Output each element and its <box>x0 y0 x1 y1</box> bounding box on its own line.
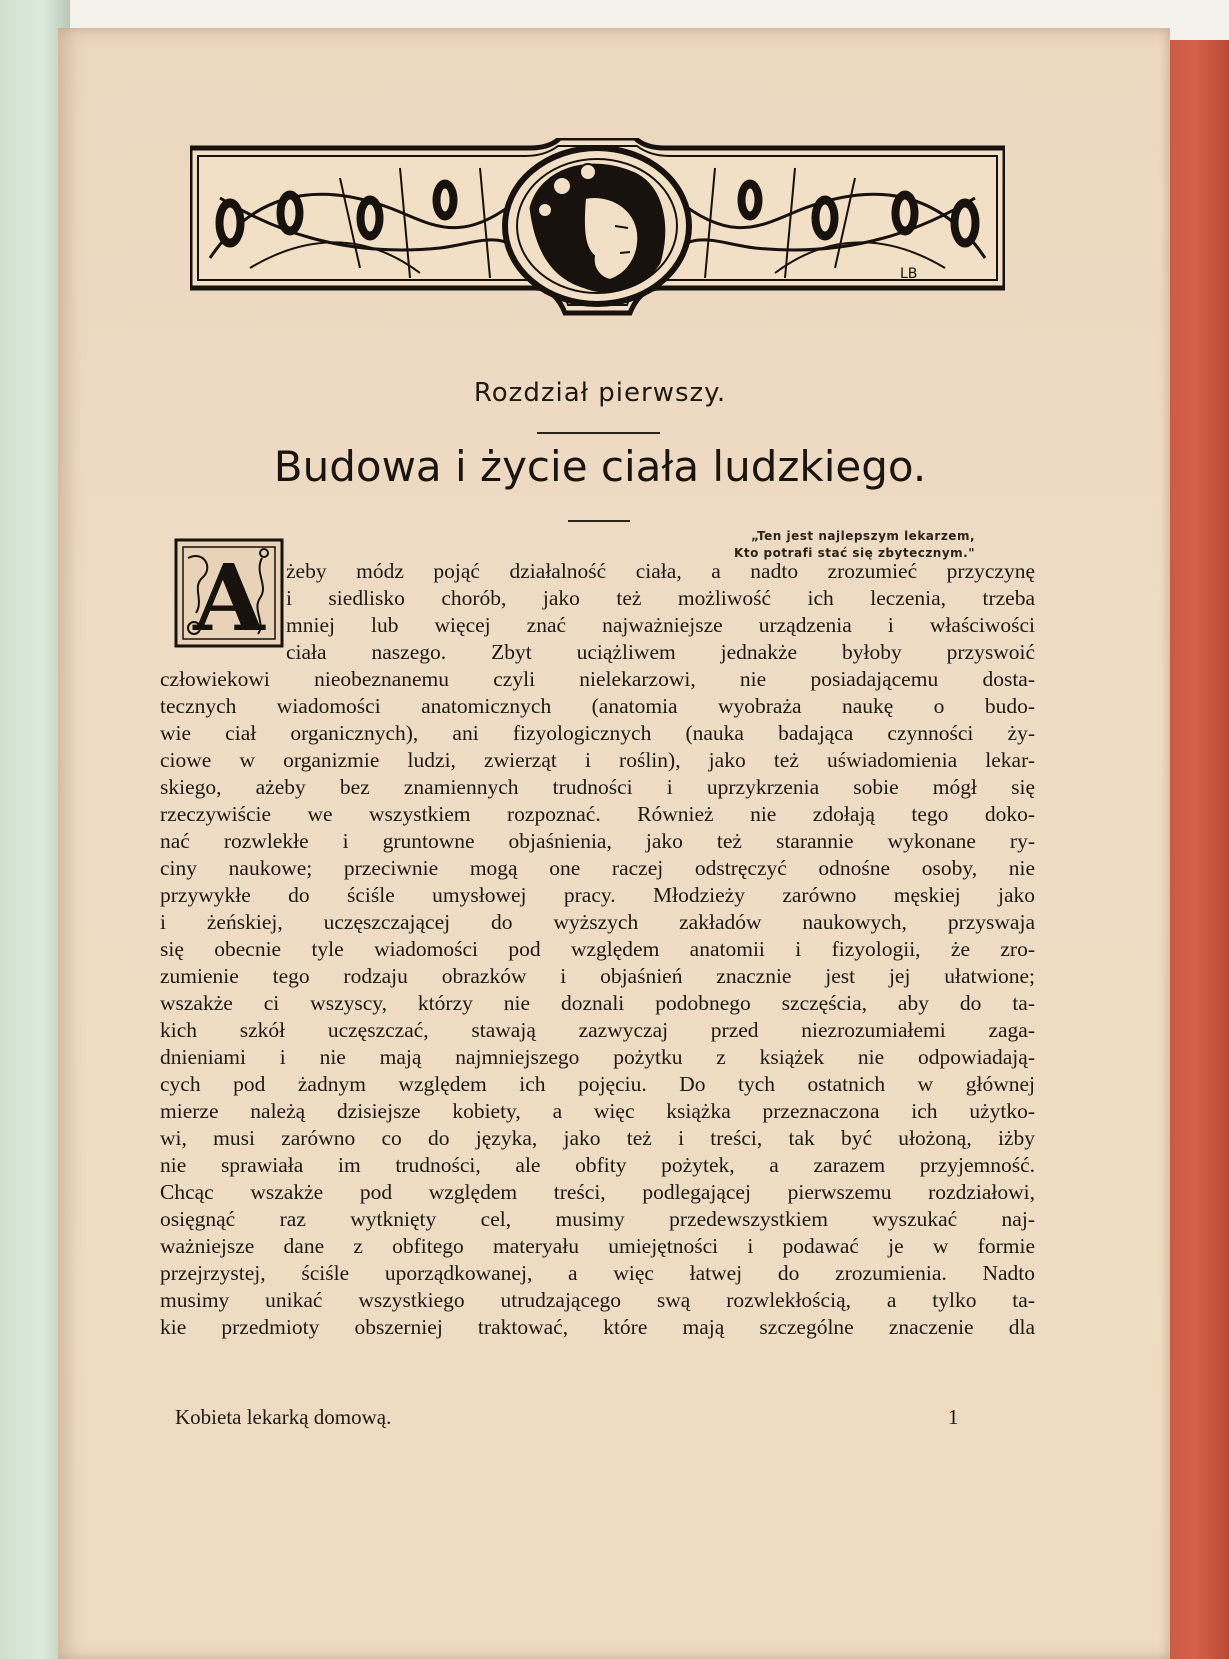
body-line: się obecnie tyle wiadomości pod względem anatomii i fizyologii, że zro- <box>160 937 1035 961</box>
body-line: żeby módz pojąć działalność ciała, a nadto zrozumieć przyczynę <box>286 559 1035 583</box>
chapter-title: Budowa i życie ciała ludzkiego. <box>273 442 927 491</box>
body-line: nie sprawiała im trudności, ale obfity pożytek, a zarazem przyjemność. <box>160 1153 1035 1177</box>
body-line: musimy unikać wszystkiego utrudzającego swą rozwlekłością, a tylko ta- <box>160 1288 1035 1312</box>
body-line: i siedlisko chorób, jako też możliwość ich leczenia, trzeba <box>286 586 1035 610</box>
body-line: rzeczywiście we wszystkiem rozpoznać. Również nie zdołają tego doko- <box>160 802 1035 826</box>
body-line: kich szkół uczęszczać, stawają zazwyczaj przed niezrozumiałemi zaga- <box>160 1018 1035 1042</box>
body-line: skiego, ażeby bez znamiennych trudności i uprzykrzenia sobie mógł się <box>160 775 1035 799</box>
body-line: nać rozwlekłe i gruntowne objaśnienia, jako też starannie wykonane ry- <box>160 829 1035 853</box>
body-line: tecznych wiadomości anatomicznych (anatomia wyobraża naukę o budo- <box>160 694 1035 718</box>
body-line: mierze należą dzisiejsze kobiety, a więc książka przeznaczona ich użytko- <box>160 1099 1035 1123</box>
body-line: i żeńskiej, uczęszczającej do wyższych zakładów naukowych, przyswaja <box>160 910 1035 934</box>
body-line: dnieniami i nie mają najmniejszego pożytku z książek nie odpowiadają- <box>160 1045 1035 1069</box>
ornament-monogram: LB <box>900 266 918 282</box>
body-line: wie ciał organicznych), ani fizyologicznych (nauka badająca czynności ży- <box>160 721 1035 745</box>
body-line: cych pod żadnym względem ich pojęciu. Do tych ostatnich w głównej <box>160 1072 1035 1096</box>
initial-letter: A <box>193 544 265 648</box>
body-line: Chcąc wszakże pod względem treści, podlegającej pierwszemu rozdziałowi, <box>160 1180 1035 1204</box>
body-text <box>160 558 1035 1341</box>
running-footer-title: Kobieta lekarką domową. <box>175 1405 392 1429</box>
chapter-rule-top <box>537 432 660 434</box>
body-line: mniej lub więcej znać najważniejsze urządzenia i właściwości <box>286 613 1035 637</box>
epigraph-line: „Ten jest najlepszym lekarzem, <box>751 529 975 543</box>
body-line: osięgnąć raz wytknięty cel, musimy przedewszystkiem wyszukać naj- <box>160 1207 1035 1231</box>
body-line: przejrzystej, ściśle uporządkowanej, a więc łatwej do zrozumienia. Nadto <box>160 1261 1035 1285</box>
body-line: człowiekowi nieobeznanemu czyli nielekarzowi, nie posiadającemu dosta- <box>160 667 1035 691</box>
body-line: wszakże ci wszyscy, którzy nie doznali podobnego szczęścia, aby do ta- <box>160 991 1035 1015</box>
chapter-rule-bottom <box>568 520 630 522</box>
body-line: zumienie tego rodzaju obrazków i objaśnień znacznie jest jej ułatwione; <box>160 964 1035 988</box>
epigraph-line: Kto potrafi stać się zbytecznym." <box>734 546 975 560</box>
headpiece-ornament-icon <box>190 138 1005 328</box>
body-line: ciała naszego. Zbyt uciążliwem jednakże byłoby przyswoić <box>286 640 1035 664</box>
body-line: przywykłe do ściśle umysłowej pracy. Młodzieży zarówno męskiej jako <box>160 883 1035 907</box>
epigraph <box>600 528 975 562</box>
page-number: 1 <box>948 1405 959 1429</box>
body-line: kie przedmioty obszerniej traktować, które mają szczególne znaczenie dla <box>160 1315 1035 1339</box>
body-line: wi, musi zarówno co do języka, jako też i treści, tak być ułożoną, iżby <box>160 1126 1035 1150</box>
body-line: ciowe w organizmie ludzi, zwierząt i roślin), jako też uświadomienia lekar- <box>160 748 1035 772</box>
body-line: ciny naukowe; przeciwnie mogą one raczej odstręczyć odnośne osoby, nie <box>160 856 1035 880</box>
chapter-label: Rozdział pierwszy. <box>473 378 727 408</box>
body-line: ważniejsze dane z obfitego materyału umiejętności i podawać je w formie <box>160 1234 1035 1258</box>
